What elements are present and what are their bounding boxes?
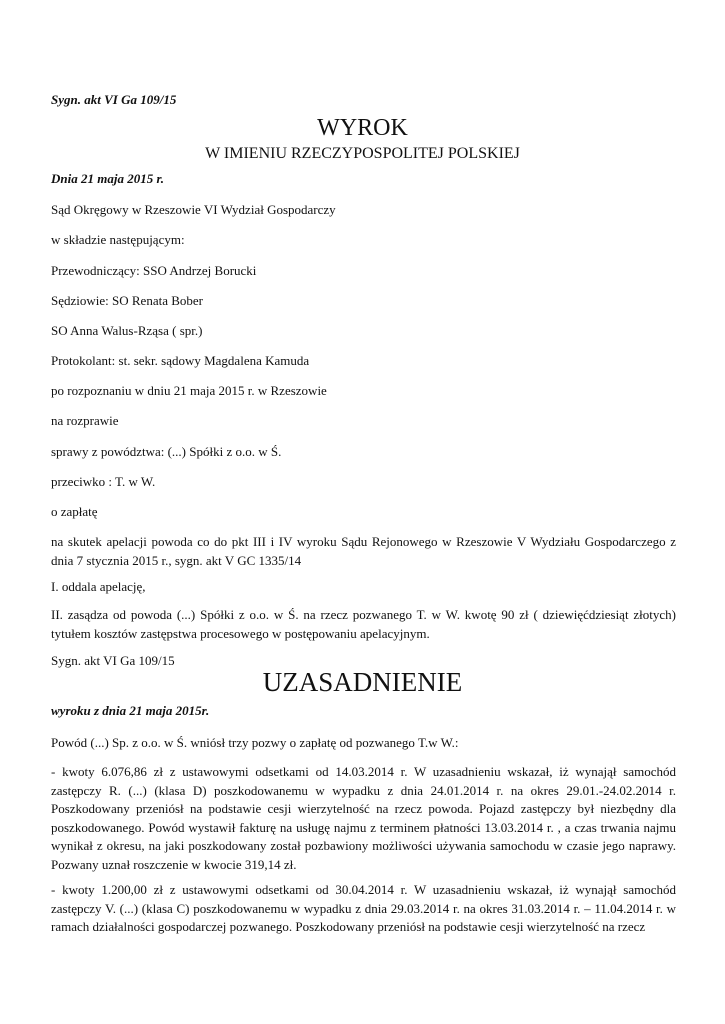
justification-claim-2: - kwoty 1.200,00 zł z ustawowymi odsetkami od 30.04.2014 r. W uzasadnieniu wskazał, iż wynajął samochód zastępczy V. (...) (klasa C) poszkodowanemu w wypadku z dnia 29.03.2014 r. na okres 31.03.2014 r. – 11.04.2014 r. w ramach działalności gospodarczej pozwanego. Poszkodowany przeniósł na podstawie cesji wierzytelność na rzecz xyxy=(51,882,676,934)
ruling-point-1: I. oddala apelację, xyxy=(51,579,146,594)
court-chair: Przewodniczący: SSO Andrzej Borucki xyxy=(51,263,257,278)
judgment-subtitle: W IMIENIU RZECZYPOSPOLITEJ POLSKIEJ xyxy=(205,145,520,162)
case-subject: o zapłatę xyxy=(51,504,98,519)
court-clerk: Protokolant: st. sekr. sądowy Magdalena Kamuda xyxy=(51,353,310,368)
appeal-info: na skutek apelacji powoda co do pkt III i IV wyroku Sądu Rejonowego w Rzeszowie V Wydziału Gospodarczego z dnia 7 stycznia 2015 r., sygn. akt V GC 1335/14 xyxy=(51,534,676,568)
court-name: Sąd Okręgowy w Rzeszowie VI Wydział Gospodarczy xyxy=(51,202,336,217)
defendant-info: przeciwko : T. w W. xyxy=(51,474,156,489)
court-composition: w składzie następującym: xyxy=(51,232,185,247)
judgment-date: Dnia 21 maja 2015 r. xyxy=(51,171,165,186)
justification-subtitle: wyroku z dnia 21 maja 2015r. xyxy=(51,703,210,718)
ruling-point-2: II. zasądza od powoda (...) Spółki z o.o. w Ś. na rzecz pozwanego T. w W. kwotę 90 zł ( dziewięćdziesiąt złotych) tytułem kosztów zastępstwa procesowego w postępowaniu apelacyjnym. xyxy=(51,607,676,641)
justification-intro: Powód (...) Sp. z o.o. w Ś. wniósł trzy pozwy o zapłatę od pozwanego T.w W.: xyxy=(51,735,459,750)
court-judge-2: SO Anna Walus-Rząsa ( spr.) xyxy=(51,323,203,338)
judgment-title: WYROK xyxy=(317,115,408,141)
justification-claim-1: - kwoty 6.076,86 zł z ustawowymi odsetkami od 14.03.2014 r. W uzasadnieniu wskazał, iż wynajął samochód zastępczy R. (...) (klasa D) poszkodowanemu w wypadku z dnia 24.01.2014 r. na okres 29.01.-24.02.2014 r. Poszkodowany przeniósł na podstawie cesji wierzytelność na rzecz powoda. Pojazd zastępczy był niezbędny dla poszkodowanego. Powód wystawił fakturę na usługę najmu z terminem płatności 13.03.2014 r. , a czas trwania najmu wynikał z okresu, na jaki poszkodowany został pozbawiony możliwości używania samochodu w czasie jego naprawy. Pozwany uznał roszczenie w kwocie 319,14 zł. xyxy=(51,764,676,872)
justification-title: UZASADNIENIE xyxy=(262,667,463,697)
hearing-info: po rozpoznaniu w dniu 21 maja 2015 r. w Rzeszowie xyxy=(51,383,327,398)
plaintiff-info: sprawy z powództwa: (...) Spółki z o.o. w Ś. xyxy=(51,444,282,459)
court-judges: Sędziowie: SO Renata Bober xyxy=(51,293,203,308)
session-info: na rozprawie xyxy=(51,413,119,428)
justification-case-number: Sygn. akt VI Ga 109/15 xyxy=(51,653,175,668)
case-number-top: Sygn. akt VI Ga 109/15 xyxy=(51,92,177,107)
